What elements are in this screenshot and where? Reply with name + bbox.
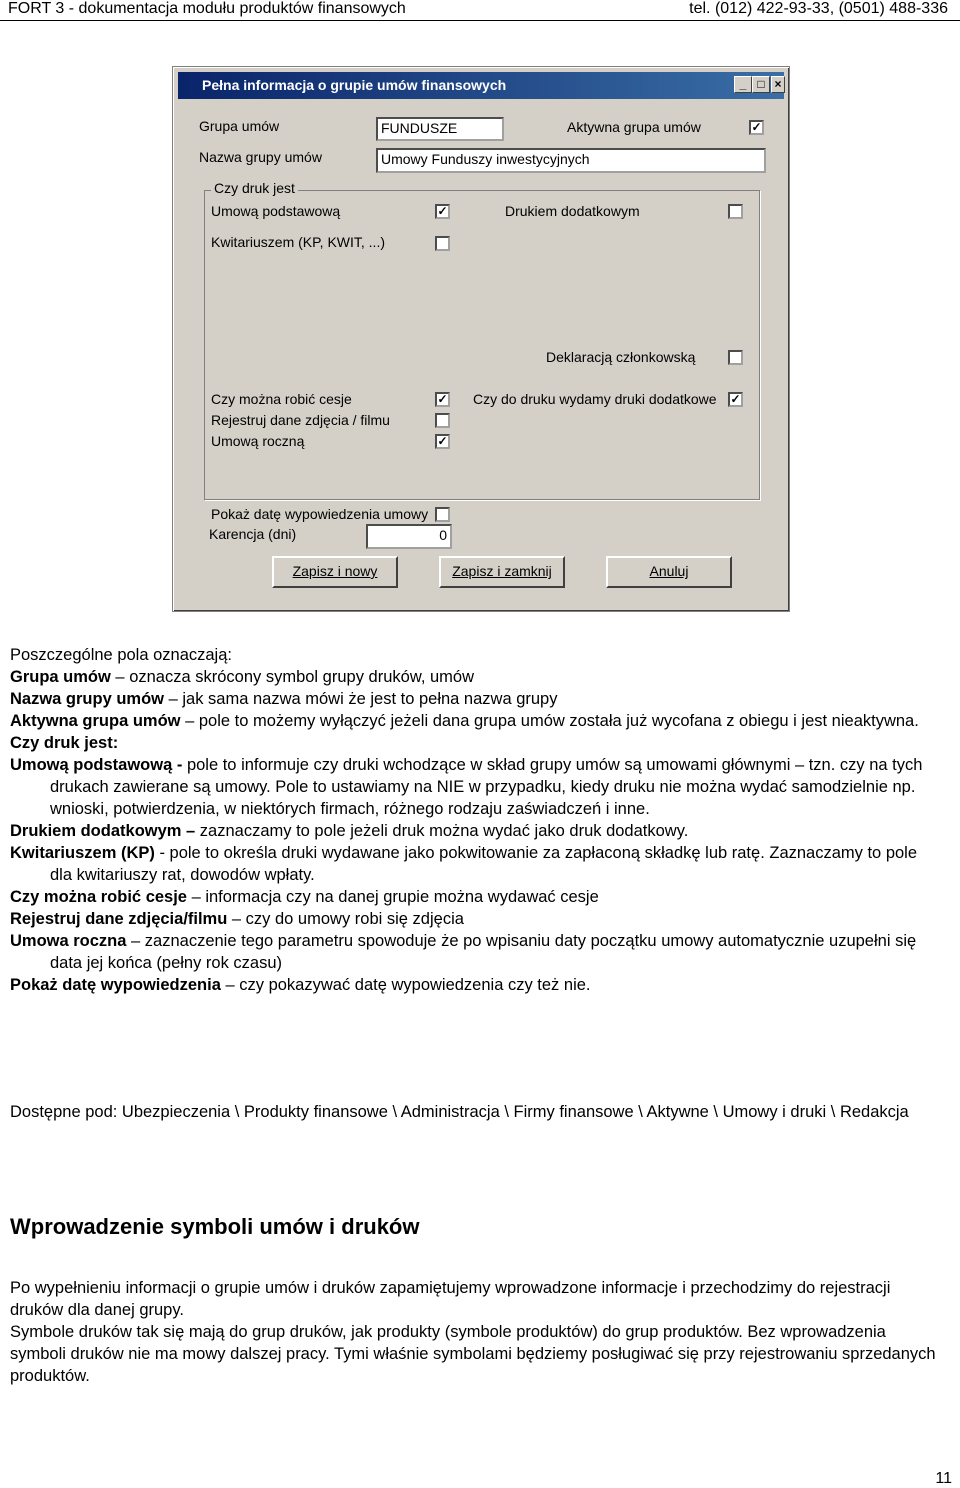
dialog-title: Pełna informacja o grupie umów finansowych bbox=[202, 77, 507, 93]
field-descriptions bbox=[10, 644, 940, 996]
description-term: Pokaż datę wypowiedzenia bbox=[10, 976, 221, 994]
photo-label: Rejestruj dane zdjęcia / filmu bbox=[211, 412, 390, 428]
maximize-icon[interactable]: □ bbox=[752, 76, 770, 93]
cession-label: Czy można robić cesje bbox=[211, 391, 352, 407]
page-number: 11 bbox=[935, 1470, 952, 1487]
active-checkbox[interactable]: ✓ bbox=[749, 120, 764, 135]
description-item bbox=[10, 930, 940, 974]
termination-label: Pokaż datę wypowiedzenia umowy bbox=[211, 506, 429, 522]
print-group-title: Czy druk jest bbox=[211, 180, 298, 196]
description-item bbox=[10, 666, 940, 688]
description-text: – czy do umowy robi się zdjęcia bbox=[227, 910, 464, 928]
description-term: Aktywna grupa umów bbox=[10, 712, 181, 730]
paragraph-1: Po wypełnieniu informacji o grupie umów i druków zapamiętujemy wprowadzone informacje i przechodzimy do rejestracji druków dla danej grupy. bbox=[10, 1279, 891, 1319]
termination-checkbox[interactable] bbox=[435, 507, 450, 522]
description-term: Grupa umów bbox=[10, 668, 111, 686]
annual-checkbox[interactable]: ✓ bbox=[435, 434, 450, 449]
active-label: Aktywna grupa umów bbox=[567, 119, 701, 135]
save-close-button[interactable]: Zapisz i zamknij bbox=[439, 556, 565, 588]
description-text: pole to informuje czy druki wchodzące w skład grupy umów są umowami głównymi – tzn. czy na tych drukach zawierane są umowy. Pole to ustawiamy na NIE w przypadku, kiedy druku nie można wydać samodzielnie np. wnioski, potwierdzenia, w niektórych firmach, różnego rodzaju zaświadczeń i inne. bbox=[50, 756, 923, 818]
description-term: Rejestruj dane zdjęcia/filmu bbox=[10, 910, 228, 928]
additional-print-label: Drukiem dodatkowym bbox=[505, 203, 640, 219]
section-body bbox=[10, 1277, 940, 1387]
description-term: Czy druk jest: bbox=[10, 734, 119, 752]
photo-checkbox[interactable] bbox=[435, 413, 450, 428]
group-info-dialog bbox=[172, 66, 790, 612]
description-text: – zaznaczenie tego parametru spowoduje że po wpisaniu daty początku umowy automatycznie uzupełni się data jej końca (pełny rok czasu) bbox=[50, 932, 917, 972]
header-title: FORT 3 - dokumentacja modułu produktów finansowych bbox=[8, 0, 406, 17]
member-decl-checkbox[interactable] bbox=[728, 350, 743, 365]
description-text: – jak sama nazwa mówi że jest to pełna nazwa grupy bbox=[164, 690, 558, 708]
description-item bbox=[10, 688, 940, 710]
description-text: – informacja czy na danej grupie można wydawać cesje bbox=[186, 888, 599, 906]
name-input[interactable]: Umowy Funduszy inwestycyjnych bbox=[376, 148, 766, 173]
description-item bbox=[10, 886, 940, 908]
minimize-icon[interactable]: _ bbox=[734, 76, 752, 93]
main-contract-label: Umową podstawową bbox=[211, 203, 341, 219]
member-decl-label: Deklaracją członkowską bbox=[546, 349, 696, 365]
available-path: Dostępne pod: Ubezpieczenia \ Produkty finansowe \ Administracja \ Firmy finansowe \ Aktywne \ Umowy i druki \ Redakcja bbox=[10, 1103, 909, 1121]
extra-prints-label: Czy do druku wydamy druki dodatkowe bbox=[473, 391, 717, 407]
page-header bbox=[0, 0, 960, 22]
paragraph-2: Symbole druków tak się mają do grup druków, jak produkty (symbole produktów) do grup produktów. Bez wprowadzenia symboli druków nie ma mowy dalszej pracy. Tymi właśnie symbolami będziemy posługiwać się przy rejestrowaniu sprzedanych produktów. bbox=[10, 1323, 936, 1385]
description-list bbox=[10, 666, 940, 996]
description-item bbox=[10, 974, 940, 996]
description-item bbox=[10, 842, 940, 886]
description-term: Umowa roczna bbox=[10, 932, 127, 950]
description-term: Kwitariuszem (KP) bbox=[10, 844, 155, 862]
receipt-checkbox[interactable] bbox=[435, 236, 450, 251]
grace-label: Karencja (dni) bbox=[209, 526, 297, 542]
description-item bbox=[10, 908, 940, 930]
description-item bbox=[10, 820, 940, 842]
name-label: Nazwa grupy umów bbox=[199, 149, 322, 165]
receipt-label: Kwitariuszem (KP, KWIT, ...) bbox=[211, 234, 385, 250]
description-text: – oznacza skrócony symbol grupy druków, umów bbox=[110, 668, 475, 686]
description-text: – pole to możemy wyłączyć jeżeli dana grupa umów została już wycofana z obiegu i jest nieaktywna. bbox=[180, 712, 919, 730]
additional-print-checkbox[interactable] bbox=[728, 204, 743, 219]
description-term: Nazwa grupy umów bbox=[10, 690, 165, 708]
grace-input[interactable]: 0 bbox=[366, 524, 452, 549]
description-term: Umową podstawową - bbox=[10, 756, 183, 774]
description-item bbox=[10, 754, 940, 820]
header-phone: tel. (012) 422-93-33, (0501) 488-336 bbox=[689, 0, 948, 17]
intro-text: Poszczególne pola oznaczają: bbox=[10, 646, 232, 664]
description-term: Drukiem dodatkowym – bbox=[10, 822, 196, 840]
description-text: - pole to określa druki wydawane jako pokwitowanie za zapłaconą składkę lub ratę. Zaznaczamy to pole dla kwitariuszy rat, dowodów wpłaty. bbox=[50, 844, 918, 884]
cession-checkbox[interactable]: ✓ bbox=[435, 392, 450, 407]
annual-label: Umową roczną bbox=[211, 433, 305, 449]
close-icon[interactable]: × bbox=[771, 76, 785, 93]
section-heading: Wprowadzenie symboli umów i druków bbox=[10, 1214, 420, 1239]
extra-prints-checkbox[interactable]: ✓ bbox=[728, 392, 743, 407]
main-contract-checkbox[interactable]: ✓ bbox=[435, 204, 450, 219]
dialog-titlebar bbox=[178, 72, 784, 99]
description-text: zaznaczamy to pole jeżeli druk można wydać jako druk dodatkowy. bbox=[195, 822, 689, 840]
header-rule bbox=[0, 20, 960, 21]
group-label: Grupa umów bbox=[199, 118, 280, 134]
group-input[interactable]: FUNDUSZE bbox=[376, 117, 504, 141]
save-new-button[interactable]: Zapisz i nowy bbox=[272, 556, 398, 588]
description-term: Czy można robić cesje bbox=[10, 888, 187, 906]
description-item bbox=[10, 732, 940, 754]
description-text: – czy pokazywać datę wypowiedzenia czy też nie. bbox=[220, 976, 591, 994]
description-item bbox=[10, 710, 940, 732]
cancel-button[interactable]: Anuluj bbox=[606, 556, 732, 588]
